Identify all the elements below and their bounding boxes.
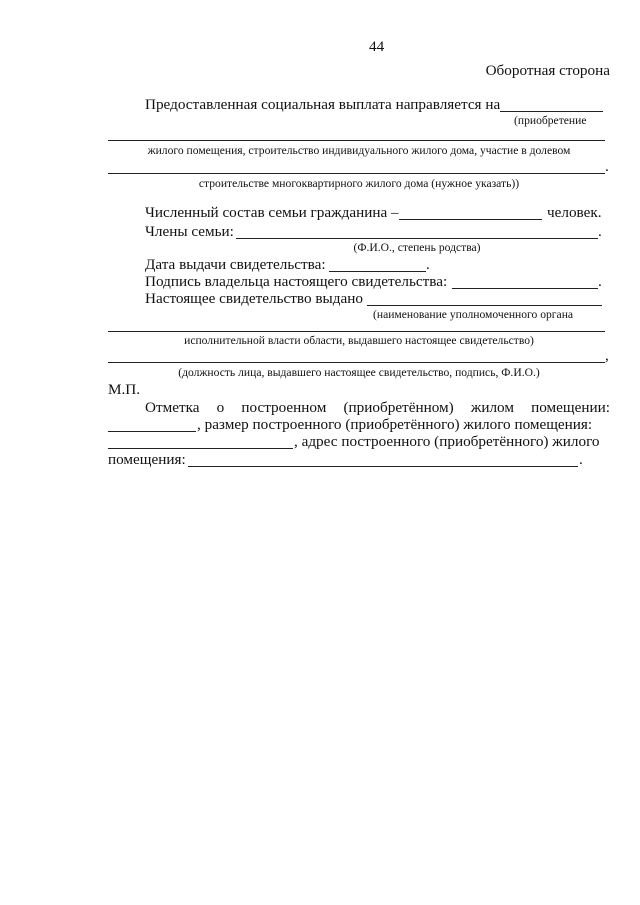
family-size-label: Численный состав семьи гражданина – xyxy=(145,204,399,221)
issued-dot: , xyxy=(605,347,609,364)
issued-blank[interactable] xyxy=(367,305,602,306)
page-header: Оборотная сторона xyxy=(485,62,610,79)
family-size-blank[interactable] xyxy=(399,219,542,220)
family-members-blank[interactable] xyxy=(236,238,598,239)
payment-blank[interactable] xyxy=(500,111,603,112)
issue-date-label: Дата выдачи свидетельства: xyxy=(145,256,326,273)
mark-line-2: , размер построенного (приобретённого) жилого помещения: xyxy=(197,416,593,433)
issued-label: Настоящее свидетельство выдано xyxy=(145,290,363,307)
payment-hint-1: (приобретение xyxy=(514,114,587,127)
owner-signature-dot: . xyxy=(598,273,602,290)
mark-word: жилом xyxy=(470,399,514,416)
family-size-unit: человек. xyxy=(547,204,602,221)
payment-blank-2[interactable] xyxy=(108,140,605,141)
mark-word: Отметка xyxy=(145,399,200,416)
mark-line-3: , адрес построенного (приобретённого) жилого xyxy=(294,433,600,450)
owner-signature-blank[interactable] xyxy=(452,288,598,289)
payment-hint-3: строительстве многоквартирного жилого дома (нужное указать)) xyxy=(198,177,520,190)
mark-word: помещении: xyxy=(531,399,610,416)
issued-hint-3: (должность лица, выдавшего настоящее свидетельство, подпись, Ф.И.О.) xyxy=(178,366,540,379)
mark-date-blank[interactable] xyxy=(108,431,196,432)
mark-word: о xyxy=(216,399,225,416)
payment-label: Предоставленная социальная выплата направляется на xyxy=(145,96,501,113)
mark-address-blank[interactable] xyxy=(188,466,578,467)
mark-word: (приобретённом) xyxy=(343,399,454,416)
mark-line-4-label: помещения: xyxy=(108,451,186,468)
stamp-label: М.П. xyxy=(108,381,141,398)
family-members-label: Члены семьи: xyxy=(145,223,234,240)
mark-line-4-dot: . xyxy=(579,451,583,468)
issue-date-dot: . xyxy=(426,256,430,273)
mark-word: построенном xyxy=(241,399,327,416)
payment-hint-2: жилого помещения, строительство индивидуального жилого дома, участие в долевом xyxy=(147,144,571,157)
issued-blank-2[interactable] xyxy=(108,331,605,332)
family-members-hint: (Ф.И.О., степень родства) xyxy=(353,241,481,254)
issue-date-blank[interactable] xyxy=(329,271,426,272)
page-number: 44 xyxy=(369,38,385,55)
issued-blank-3[interactable] xyxy=(108,362,605,363)
family-members-dot: . xyxy=(598,223,602,240)
mark-size-blank[interactable] xyxy=(108,448,293,449)
mark-line-1 xyxy=(145,399,610,417)
issued-hint-2: исполнительной власти области, выдавшего настоящее свидетельство) xyxy=(184,334,534,347)
owner-signature-label: Подпись владельца настоящего свидетельства: xyxy=(145,273,448,290)
payment-blank-3[interactable] xyxy=(108,173,605,174)
payment-dot: . xyxy=(605,158,609,175)
issued-hint-1: (наименование уполномоченного органа xyxy=(373,308,574,321)
